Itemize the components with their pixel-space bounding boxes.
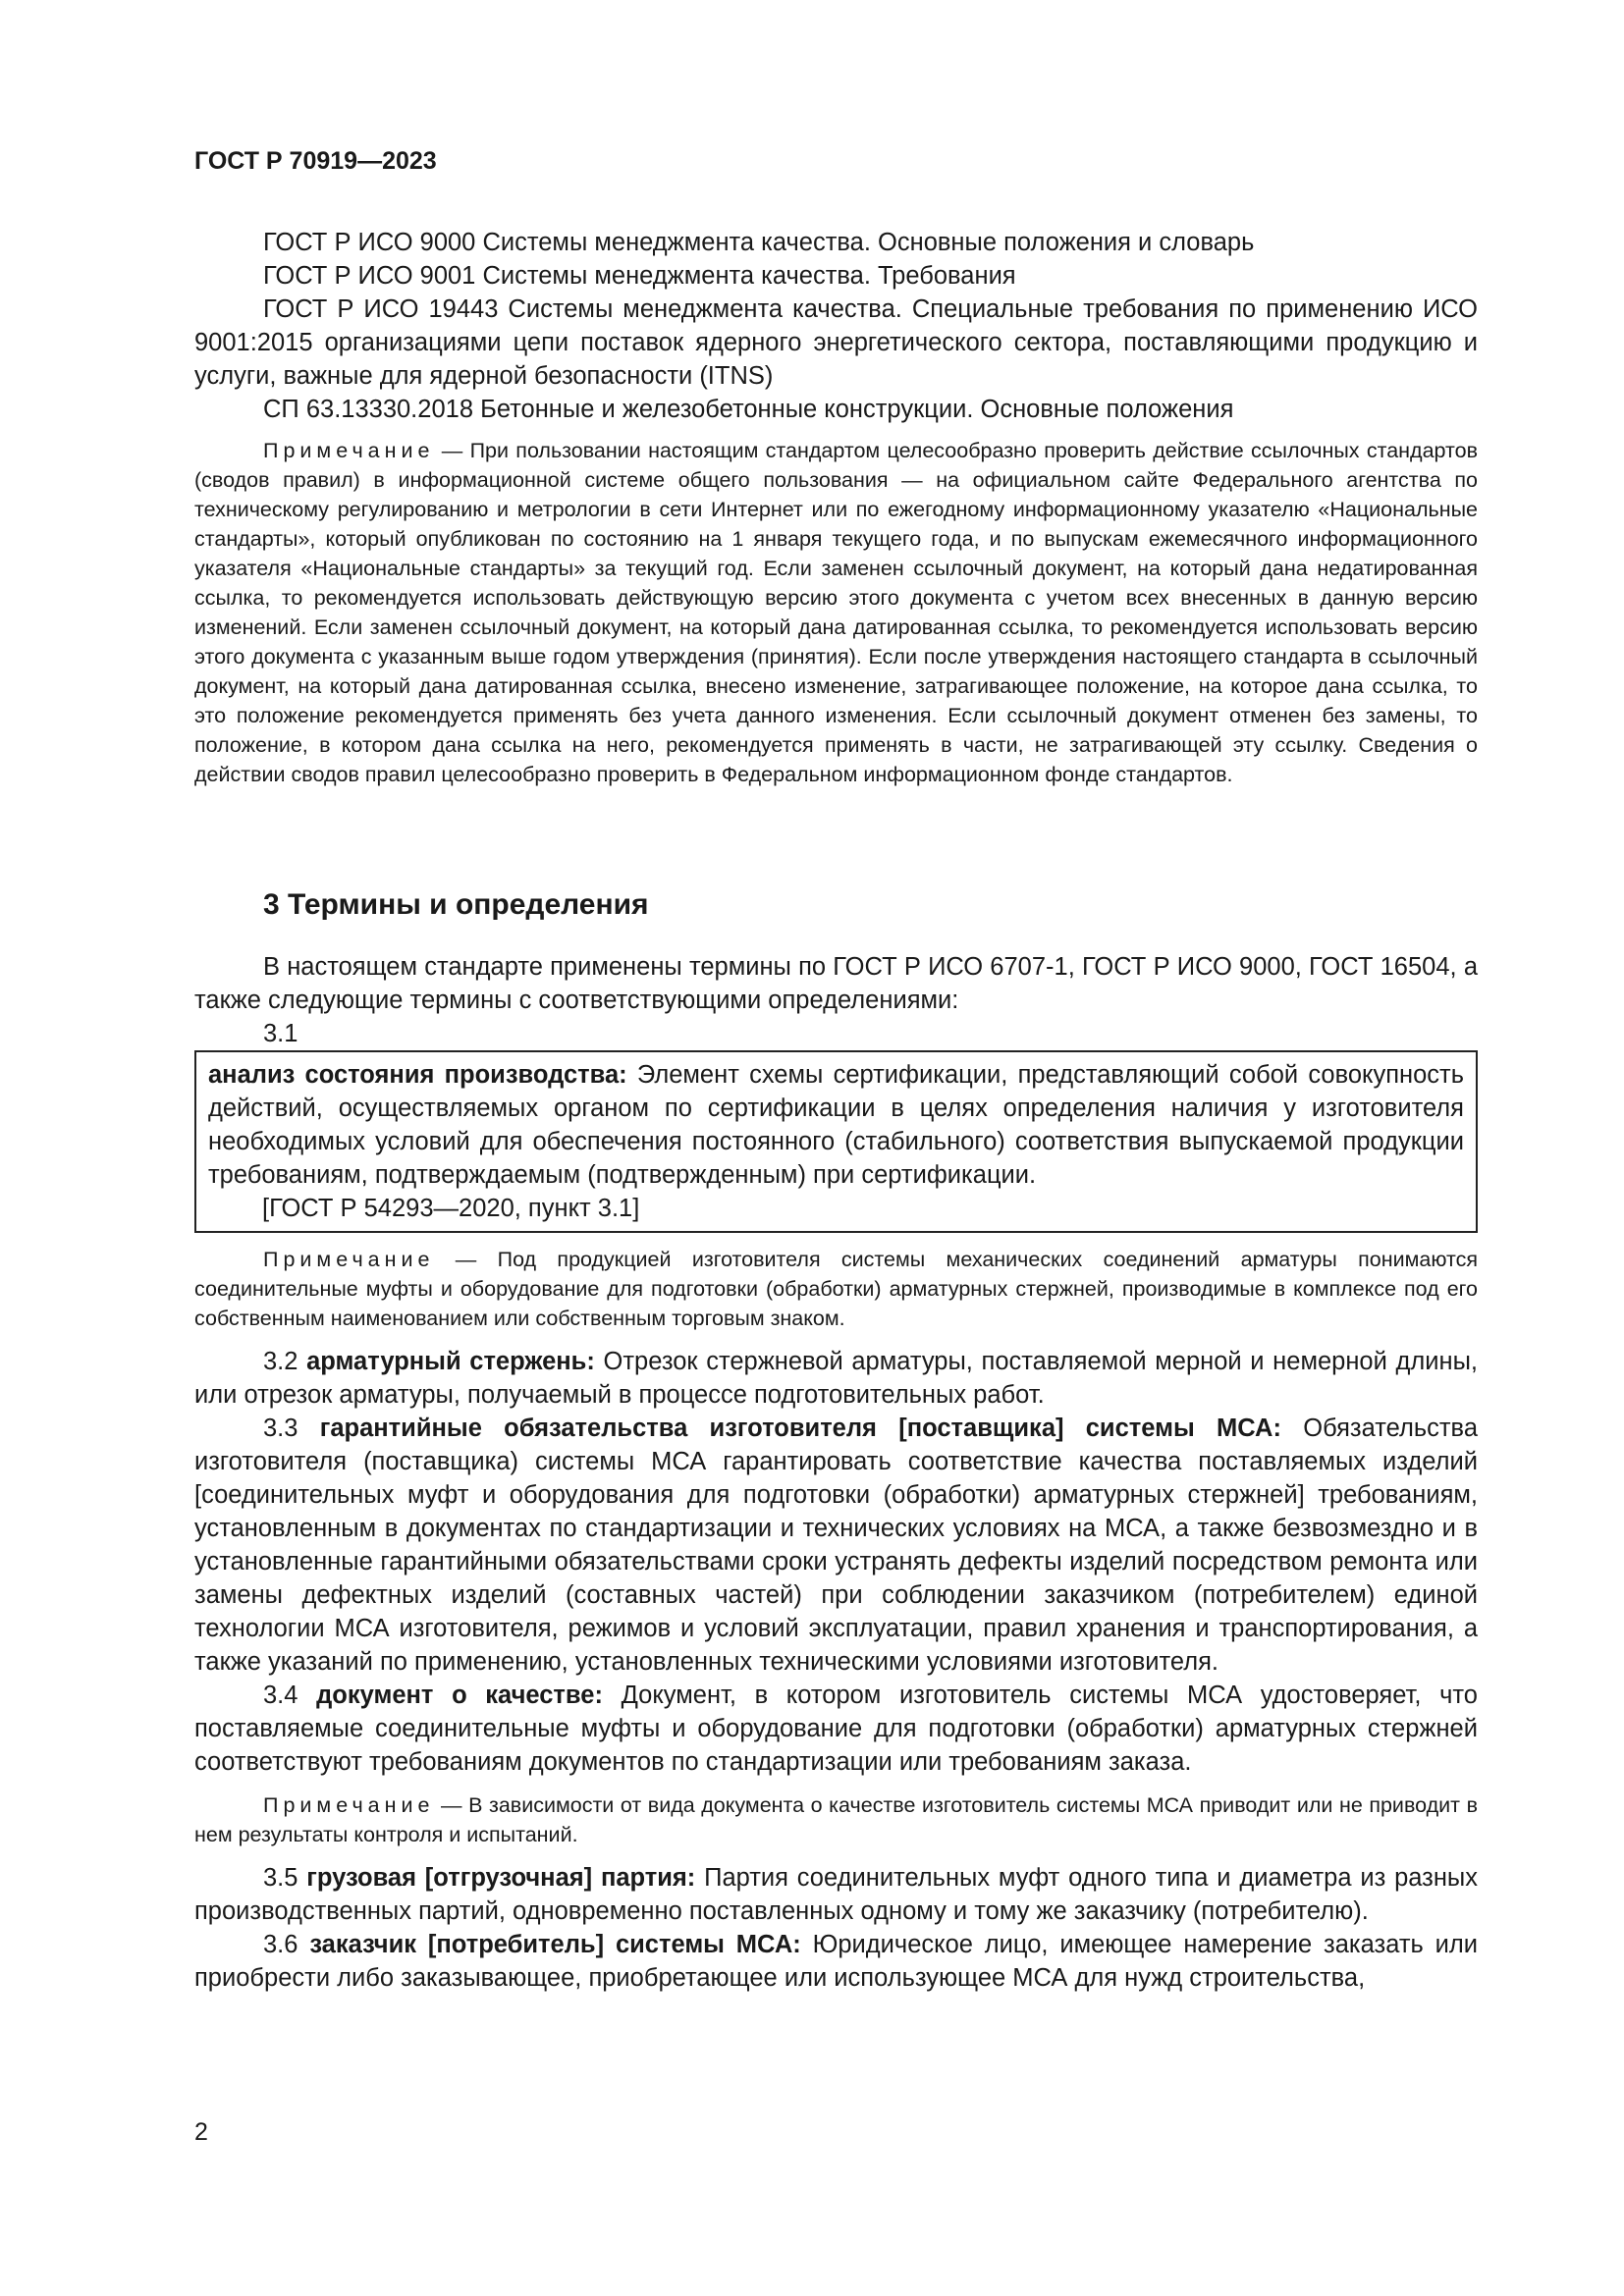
term-number: 3.4 xyxy=(263,1682,317,1709)
term-definition: Партия соединительных муфт одного типа и диаметра из разных производственных партий, одновременно поставленных одному и тому же заказчику (потребителю). xyxy=(194,1864,1478,1925)
term-name: документ о качестве: xyxy=(316,1682,603,1709)
term-number: 3.1 xyxy=(263,1020,298,1047)
note-references xyxy=(194,436,1478,789)
reference-item: ГОСТ Р ИСО 9000 Системы менеджмента качества. Основные положения и словарь xyxy=(263,229,1255,256)
note-label: Примечание xyxy=(263,1248,435,1271)
term-definition: Обязательства изготовителя (поставщика) системы МСА гарантировать соответствие качества поставляемых изделий [соединительных муфт и оборудования для подготовки (обработки) арматурных стержней] требованиям, установленным в документах по стандартизации и технических условиях на МСА, а также безвозмездно и в установленные гарантийными обязательствами сроки устранять дефекты изделий посредством ремонта или замены дефектных изделий (составных частей) при соблюдении заказчиком (потребителем) единой технологии МСА изготовителя, режимов и условий эксплуатации, правил хранения и транспортирования, а также указаний по применению, установленных техническими условиями изготовителя. xyxy=(194,1415,1478,1676)
note-product xyxy=(194,1245,1478,1333)
section-title: 3 Термины и определения xyxy=(263,888,649,921)
note-label: Примечание xyxy=(263,439,435,462)
term-3-4 xyxy=(194,1679,1478,1779)
term-name: гарантийные обязательства изготовителя [поставщика] системы МСА: xyxy=(319,1415,1281,1442)
term-source: [ГОСТ Р 54293—2020, пункт 3.1] xyxy=(262,1195,640,1222)
term-3-2 xyxy=(194,1345,1478,1412)
term-name: анализ состояния производства: xyxy=(208,1061,627,1089)
reference-item: ГОСТ Р ИСО 9001 Системы менеджмента качества. Требования xyxy=(263,262,1016,290)
note-text: — При пользовании настоящим стандартом целесообразно проверить действие ссылочных стандартов (сводов правил) в информационной системе общего пользования — на официальном сайте Федерального агентства по техническому регулированию и метрологии в сети Интернет или по ежегодному информационному указателю «Национальные стандарты», который опубликован по состоянию на 1 января текущего года, и по выпускам ежемесячного информационного указателя «Национальные стандарты» за текущий год. Если заменен ссылочный документ, на который дана недатированная ссылка, то рекомендуется использовать действующую версию этого документа с учетом всех внесенных в данную версию изменений. Если заменен ссылочный документ, на который дана датированная ссылка, то рекомендуется использовать версию этого документа с указанным выше годом утверждения (принятия). Если после утверждения настоящего стандарта в ссылочный документ, на который дана датированная ссылка, внесено изменение, затрагивающее положение, на которое дана ссылка, то это положение рекомендуется применять без учета данного изменения. Если ссылочный документ отменен без замены, то положение, в котором дана ссылка на него, рекомендуется применять в части, не затрагивающей эту ссылку. Сведения о действии сводов правил целесообразно проверить в Федеральном информационном фонде стандартов. xyxy=(194,439,1478,786)
term-definition-box xyxy=(194,1050,1478,1233)
term-definition: Элемент схемы сертификации, представляющий собой совокупность действий, осуществляемых органом по сертификации в целях определения наличия у изготовителя необходимых условий для обеспечения постоянного (стабильного) соответствия выпускаемой продукции требованиям, подтверждаемым (подтвержденным) при сертификации. xyxy=(208,1061,1464,1189)
term-3-5 xyxy=(194,1861,1478,1928)
term-name: грузовая [отгрузочная] партия: xyxy=(306,1864,696,1892)
term-name: заказчик [потребитель] системы МСА: xyxy=(309,1931,801,1958)
note-text: — Под продукцией изготовителя системы механических соединений арматуры понимаются соединительные муфты и оборудование для подготовки (обработки) арматурных стержней, производимые в комплексе под его собственным наименованием или собственным торговым знаком. xyxy=(194,1248,1478,1330)
terms-block xyxy=(194,950,1478,1995)
term-number: 3.3 xyxy=(263,1415,320,1442)
term-name: арматурный стержень: xyxy=(306,1348,595,1375)
term-definition: Юридическое лицо, имеющее намерение заказать или приобрести либо заказывающее, приобретающее или использующее МСА для нужд строительства, xyxy=(194,1931,1479,1992)
section-intro: В настоящем стандарте применены термины по ГОСТ Р ИСО 6707-1, ГОСТ Р ИСО 9000, ГОСТ 16504, а также следующие термины с соответствующими определениями: xyxy=(194,953,1478,1014)
term-3-6 xyxy=(194,1928,1478,1995)
term-number: 3.5 xyxy=(263,1864,307,1892)
page-number: 2 xyxy=(194,2118,208,2146)
term-definition: Отрезок стержневой арматуры, поставляемой мерной и немерной длины, или отрезок арматуры, получаемый в процессе подготовительных работ. xyxy=(194,1348,1478,1409)
reference-item: СП 63.13330.2018 Бетонные и железобетонные конструкции. Основные положения xyxy=(263,396,1234,423)
term-definition: Документ, в котором изготовитель системы МСА удостоверяет, что поставляемые соединительные муфты и оборудование для подготовки (обработки) арматурных стержней соответствуют требованиям документов по стандартизации или требованиям заказа. xyxy=(194,1682,1478,1776)
term-3-3 xyxy=(194,1412,1478,1679)
references-block xyxy=(194,226,1478,789)
note-quality-doc xyxy=(194,1790,1478,1849)
term-number: 3.6 xyxy=(263,1931,310,1958)
reference-item: ГОСТ Р ИСО 19443 Системы менеджмента качества. Специальные требования по применению ИСО 9001:2015 организациями цепи поставок ядерного энергетического сектора, поставляющими продукцию и услуги, важные для ядерной безопасности (ITNS) xyxy=(194,295,1478,390)
note-text: — В зависимости от вида документа о качестве изготовитель системы МСА приводит или не приводит в нем результаты контроля и испытаний. xyxy=(194,1793,1478,1846)
document-header: ГОСТ Р 70919—2023 xyxy=(194,147,437,175)
term-3-1 xyxy=(208,1058,1464,1192)
note-label: Примечание xyxy=(263,1793,435,1817)
term-number: 3.2 xyxy=(263,1348,307,1375)
